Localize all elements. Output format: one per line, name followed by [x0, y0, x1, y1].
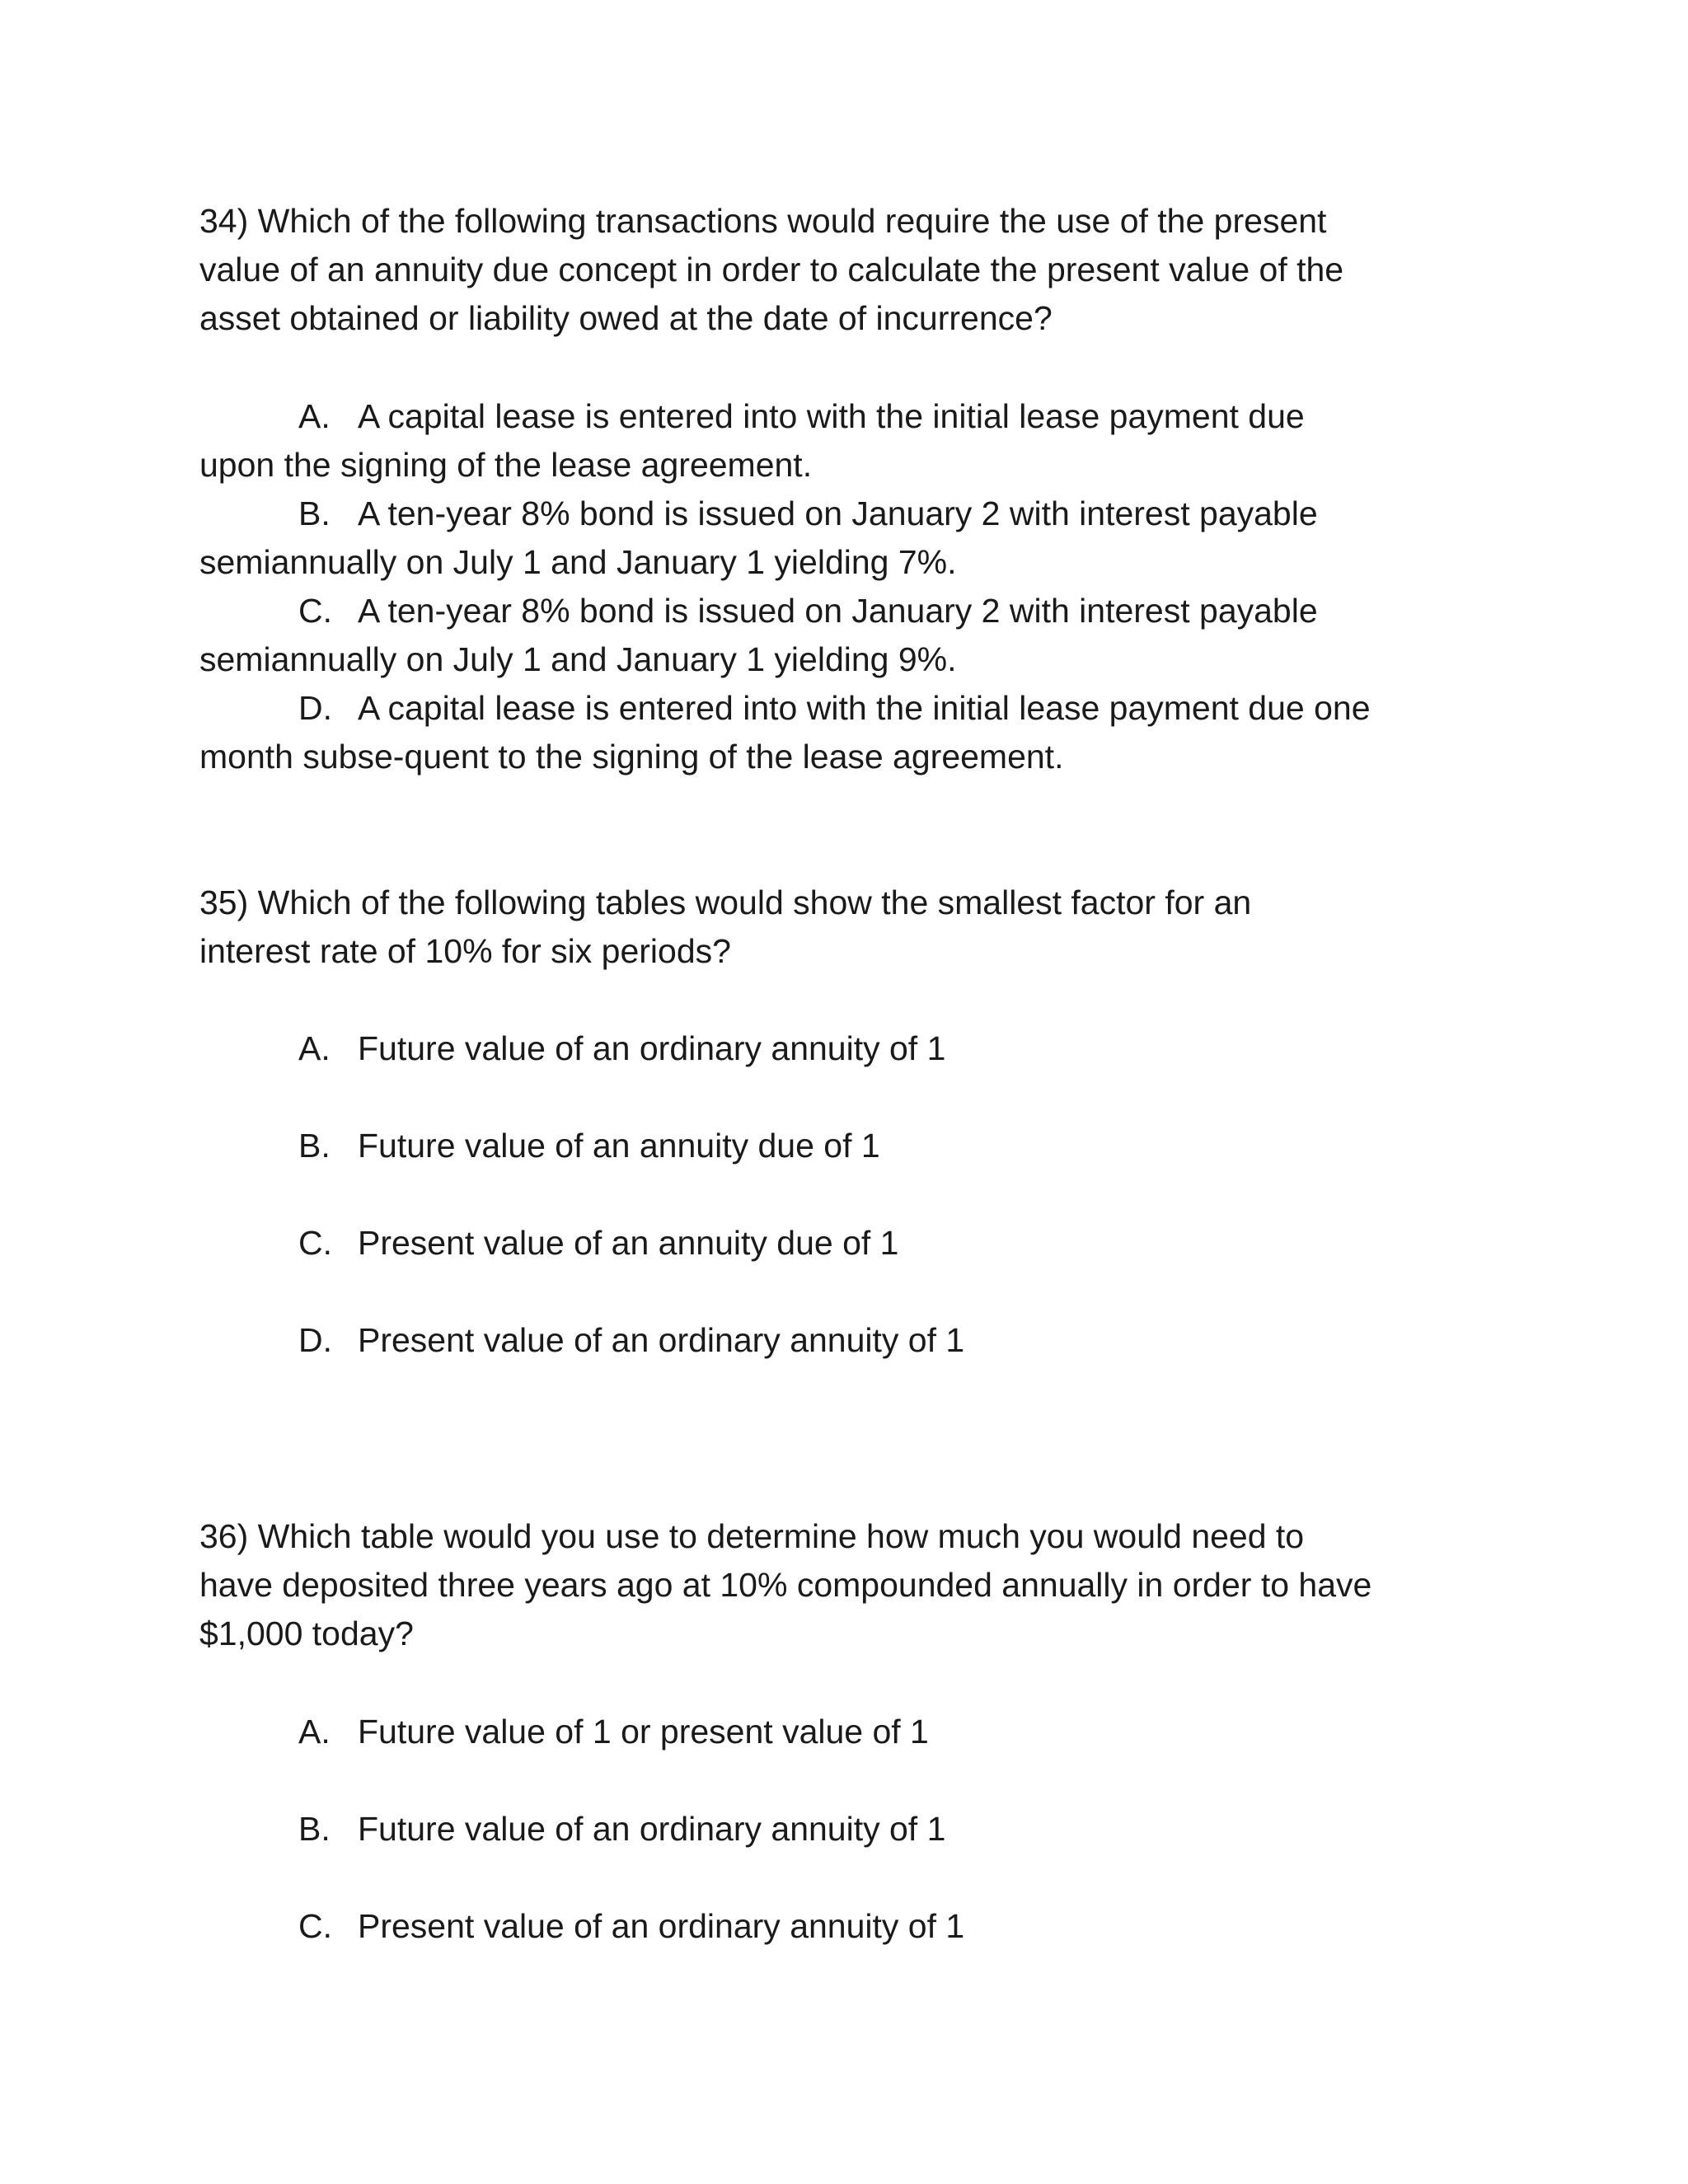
option-letter: B.	[298, 1127, 331, 1165]
answer-option	[298, 587, 1318, 635]
option-letter: A.	[298, 397, 331, 435]
question-stem-line: value of an annuity due concept in order to calculate the present value of the	[199, 251, 1344, 288]
answer-option	[298, 1902, 964, 1950]
answer-option	[298, 392, 1305, 440]
option-letter: C.	[298, 1224, 332, 1262]
answer-option	[298, 1024, 945, 1072]
option-letter: C.	[298, 592, 332, 630]
answer-option	[298, 1805, 945, 1853]
answer-option	[298, 1708, 929, 1755]
option-text: Present value of an ordinary annuity of 1	[358, 1907, 965, 1945]
option-letter: B.	[298, 1810, 331, 1848]
option-letter: D.	[298, 1321, 332, 1359]
option-text: A ten-year 8% bond is issued on January 2 with interest payable	[358, 494, 1318, 532]
option-text: Future value of an ordinary annuity of 1	[358, 1029, 946, 1067]
question-stem-line: interest rate of 10% for six periods?	[199, 932, 731, 970]
option-letter: D.	[298, 689, 332, 727]
answer-option	[298, 1316, 964, 1364]
option-text-continued: upon the signing of the lease agreement.	[199, 446, 813, 484]
option-text: Present value of an annuity due of 1	[358, 1224, 899, 1262]
option-text: A capital lease is entered into with the initial lease payment due	[358, 397, 1305, 435]
answer-option	[298, 490, 1318, 537]
question-stem-line: asset obtained or liability owed at the date of incurrence?	[199, 299, 1053, 337]
option-letter: C.	[298, 1907, 332, 1945]
option-letter: A.	[298, 1713, 331, 1750]
option-text: Future value of 1 or present value of 1	[358, 1713, 929, 1750]
option-text-continued: month subse-quent to the signing of the lease agreement.	[199, 738, 1064, 776]
option-text-continued: semiannually on July 1 and January 1 yielding 9%.	[199, 640, 957, 678]
answer-option	[298, 1219, 898, 1267]
option-text-continued: semiannually on July 1 and January 1 yielding 7%.	[199, 543, 957, 581]
question-stem-line: have deposited three years ago at 10% compounded annually in order to have	[199, 1566, 1372, 1604]
question-stem-line: 36) Which table would you use to determine how much you would need to	[199, 1517, 1305, 1555]
question-stem-line: 34) Which of the following transactions would require the use of the present	[199, 202, 1327, 240]
option-text: Present value of an ordinary annuity of 1	[358, 1321, 965, 1359]
option-text: A ten-year 8% bond is issued on January 2 with interest payable	[358, 592, 1318, 630]
option-text: Future value of an annuity due of 1	[358, 1127, 880, 1165]
question-stem-line: $1,000 today?	[199, 1615, 414, 1652]
option-text: Future value of an ordinary annuity of 1	[358, 1810, 946, 1848]
option-letter: B.	[298, 494, 331, 532]
question-stem-line: 35) Which of the following tables would show the smallest factor for an	[199, 883, 1252, 921]
answer-option	[298, 1122, 880, 1169]
option-letter: A.	[298, 1029, 331, 1067]
answer-option	[298, 684, 1371, 732]
option-text: A capital lease is entered into with the initial lease payment due one	[358, 689, 1371, 727]
